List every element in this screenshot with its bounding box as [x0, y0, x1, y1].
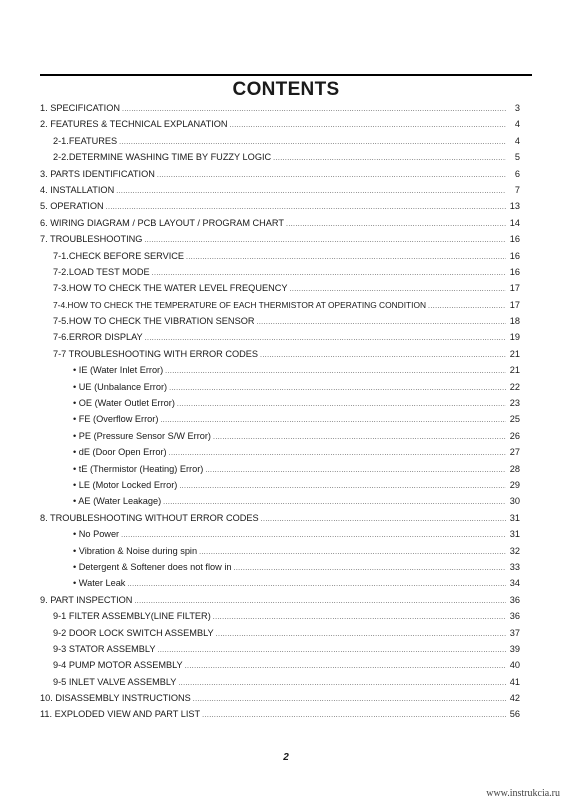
dot-leader [157, 643, 506, 659]
toc-entry[interactable] [40, 346, 520, 362]
dot-leader [169, 381, 506, 397]
toc-entry-label: • PE (Pressure Sensor S/W Error) [73, 430, 211, 441]
dot-leader [213, 610, 506, 626]
toc-entry-label: • Water Leak [73, 578, 126, 589]
toc-entry-label: • FE (Overflow Error) [73, 414, 159, 425]
toc-entry-page: 32 [509, 545, 520, 556]
toc-entry-label: • OE (Water Outlet Error) [73, 398, 175, 409]
dot-leader [230, 118, 506, 134]
toc-entry-label: 8. TROUBLESHOOTING WITHOUT ERROR CODES [40, 512, 259, 523]
toc-entry[interactable] [40, 100, 520, 116]
toc-entry-page: 16 [509, 250, 520, 261]
toc-entry[interactable] [40, 592, 520, 608]
toc-entry-label: 7-3.HOW TO CHECK THE WATER LEVEL FREQUENCY [53, 283, 288, 294]
dot-leader [261, 512, 506, 528]
toc-entry-page: 39 [509, 643, 520, 654]
toc-entry-page: 25 [509, 414, 520, 425]
toc-entry-label: 7. TROUBLESHOOTING [40, 234, 143, 245]
toc-entry-label: • Vibration & Noise during spin [73, 545, 198, 556]
toc-entry[interactable] [40, 543, 520, 559]
toc-entry-page: 56 [509, 709, 520, 720]
page-title: CONTENTS [232, 79, 340, 100]
toc-entry-page: 14 [509, 217, 520, 228]
toc-entry-label: • Detergent & Softener does not flow in [73, 561, 232, 572]
dot-leader [256, 315, 506, 331]
dot-leader [165, 364, 506, 380]
dot-leader [185, 659, 506, 675]
toc-entry-page: 4 [514, 135, 520, 146]
toc-entry-page: 3 [514, 103, 520, 113]
toc-entry-label: 6. WIRING DIAGRAM / PCB LAYOUT / PROGRAM CHART [40, 217, 285, 228]
toc-entry-page: 37 [509, 627, 520, 638]
toc-entry-label: 9-3 STATOR ASSEMBLY [53, 643, 156, 654]
toc-entry-page: 16 [509, 234, 520, 245]
toc-entry[interactable] [40, 510, 520, 526]
toc-entry[interactable] [40, 526, 520, 542]
toc-entry-label: 4. INSTALLATION [40, 184, 115, 195]
dot-leader [157, 168, 506, 184]
toc-entry-label: 7-1.CHECK BEFORE SERVICE [53, 250, 185, 261]
toc-entry[interactable] [40, 706, 520, 722]
dot-leader [273, 151, 506, 167]
dot-leader [144, 233, 506, 249]
toc-entry[interactable] [40, 657, 520, 673]
toc-entry-page: 23 [509, 398, 520, 409]
dot-leader [186, 250, 506, 266]
toc-entry[interactable] [40, 477, 520, 493]
toc-entry[interactable] [40, 215, 520, 231]
dot-leader [260, 348, 506, 364]
toc-entry[interactable] [40, 297, 520, 313]
toc-entry-page: 33 [509, 561, 520, 572]
dot-leader [179, 479, 506, 495]
toc-entry-page: 28 [509, 463, 520, 474]
toc-entry[interactable] [40, 116, 520, 132]
toc-entry-page: 34 [509, 578, 520, 589]
table-of-contents [40, 100, 520, 723]
toc-entry-label: 2. FEATURES & TECHNICAL EXPLANATION [40, 119, 228, 130]
toc-entry-label: 10. DISASSEMBLY INSTRUCTIONS [40, 693, 191, 704]
toc-entry-label: 2-1.FEATURES [53, 135, 118, 146]
toc-entry[interactable] [40, 379, 520, 395]
dot-leader [177, 397, 506, 413]
toc-entry[interactable] [40, 674, 520, 690]
toc-entry[interactable] [40, 198, 520, 214]
toc-entry-label: 7-5.HOW TO CHECK THE VIBRATION SENSOR [53, 316, 255, 327]
toc-entry-label: 7-2.LOAD TEST MODE [53, 266, 150, 277]
toc-entry-page: 6 [514, 168, 520, 179]
watermark: www.instrukcia.ru [486, 788, 560, 799]
toc-entry-page: 40 [509, 660, 520, 671]
toc-entry[interactable] [40, 461, 520, 477]
toc-entry[interactable] [40, 608, 520, 624]
toc-entry[interactable] [40, 559, 520, 575]
toc-entry-label: • tE (Thermistor (Heating) Error) [73, 463, 204, 474]
toc-entry-label: • LE (Motor Locked Error) [73, 479, 178, 490]
toc-entry-page: 21 [509, 365, 520, 376]
toc-entry-page: 7 [514, 184, 520, 195]
dot-leader [205, 463, 506, 479]
dot-leader [286, 217, 506, 233]
toc-entry-label: 9-5 INLET VALVE ASSEMBLY [53, 676, 177, 687]
toc-entry[interactable] [40, 329, 520, 345]
toc-entry[interactable] [40, 264, 520, 280]
toc-entry-page: 17 [509, 283, 520, 294]
toc-entry[interactable] [40, 575, 520, 591]
toc-entry-page: 42 [509, 693, 520, 704]
dot-leader [160, 413, 506, 429]
toc-entry-page: 21 [509, 348, 520, 359]
toc-entry[interactable] [40, 231, 520, 247]
toc-entry-page: 13 [509, 201, 520, 212]
toc-entry[interactable] [40, 444, 520, 460]
dot-leader [193, 692, 506, 708]
toc-entry-label: 9-1 FILTER ASSEMBLY(LINE FILTER) [53, 611, 211, 622]
toc-entry-label: 9. PART INSPECTION [40, 594, 133, 605]
toc-entry-page: 26 [509, 430, 520, 441]
dot-leader [169, 446, 506, 462]
toc-entry[interactable] [40, 166, 520, 182]
toc-entry[interactable] [40, 248, 520, 264]
toc-entry-page: 22 [509, 381, 520, 392]
toc-entry-page: 16 [509, 266, 520, 277]
toc-entry-label: • dE (Door Open Error) [73, 447, 167, 458]
toc-entry-label: 7-4.HOW TO CHECK THE TEMPERATURE OF EACH THERMISTOR AT OPERATING CONDITION [53, 299, 427, 310]
toc-entry-page: 31 [509, 512, 520, 523]
toc-entry[interactable] [40, 641, 520, 657]
dot-leader [233, 561, 506, 577]
dot-leader [202, 708, 506, 724]
page-number: 2 [283, 752, 289, 763]
toc-entry[interactable] [40, 149, 520, 165]
top-rule [40, 74, 532, 76]
toc-entry-page: 17 [509, 299, 520, 310]
toc-entry-label: • UE (Unbalance Error) [73, 381, 168, 392]
toc-entry-label: 2-2.DETERMINE WASHING TIME BY FUZZY LOGIC [53, 152, 272, 163]
toc-entry-label: • IE (Water Inlet Error) [73, 365, 164, 376]
dot-leader [428, 299, 506, 315]
toc-entry[interactable] [40, 493, 520, 509]
toc-entry[interactable] [40, 182, 520, 198]
toc-entry-label: 1. SPECIFICATION [40, 103, 120, 113]
toc-entry-page: 30 [509, 496, 520, 507]
toc-entry[interactable] [40, 428, 520, 444]
toc-entry-page: 41 [509, 676, 520, 687]
toc-entry-label: 9-2 DOOR LOCK SWITCH ASSEMBLY [53, 627, 214, 638]
dot-leader [178, 676, 506, 692]
toc-entry[interactable] [40, 362, 520, 378]
toc-entry-page: 18 [509, 316, 520, 327]
toc-entry-page: 36 [509, 611, 520, 622]
dot-leader [116, 184, 506, 200]
toc-entry-label: 7-6.ERROR DISPLAY [53, 332, 143, 343]
toc-entry[interactable] [40, 690, 520, 706]
toc-entry-page: 5 [514, 152, 520, 163]
toc-entry[interactable] [40, 395, 520, 411]
toc-entry[interactable] [40, 411, 520, 427]
toc-entry-label: 7-7 TROUBLESHOOTING WITH ERROR CODES [53, 348, 259, 359]
dot-leader [199, 545, 506, 561]
toc-entry-page: 27 [509, 447, 520, 458]
toc-entry[interactable] [40, 280, 520, 296]
toc-entry-label: 11. EXPLODED VIEW AND PART LIST [40, 709, 201, 720]
toc-entry-label: • No Power [73, 529, 120, 540]
dot-leader [127, 577, 506, 593]
toc-entry-label: 9-4 PUMP MOTOR ASSEMBLY [53, 660, 183, 671]
toc-entry-page: 29 [509, 479, 520, 490]
toc-entry-page: 19 [509, 332, 520, 343]
toc-entry-label: 5. OPERATION [40, 201, 104, 212]
toc-entry-page: 31 [509, 529, 520, 540]
toc-entry-page: 4 [514, 119, 520, 130]
toc-entry-label: 3. PARTS IDENTIFICATION [40, 168, 155, 179]
toc-entry-page: 36 [509, 594, 520, 605]
toc-entry[interactable] [40, 313, 520, 329]
dot-leader [216, 627, 506, 643]
toc-entry[interactable] [40, 133, 520, 149]
toc-entry-label: • AE (Water Leakage) [73, 496, 162, 507]
toc-entry[interactable] [40, 625, 520, 641]
dot-leader [213, 430, 506, 446]
